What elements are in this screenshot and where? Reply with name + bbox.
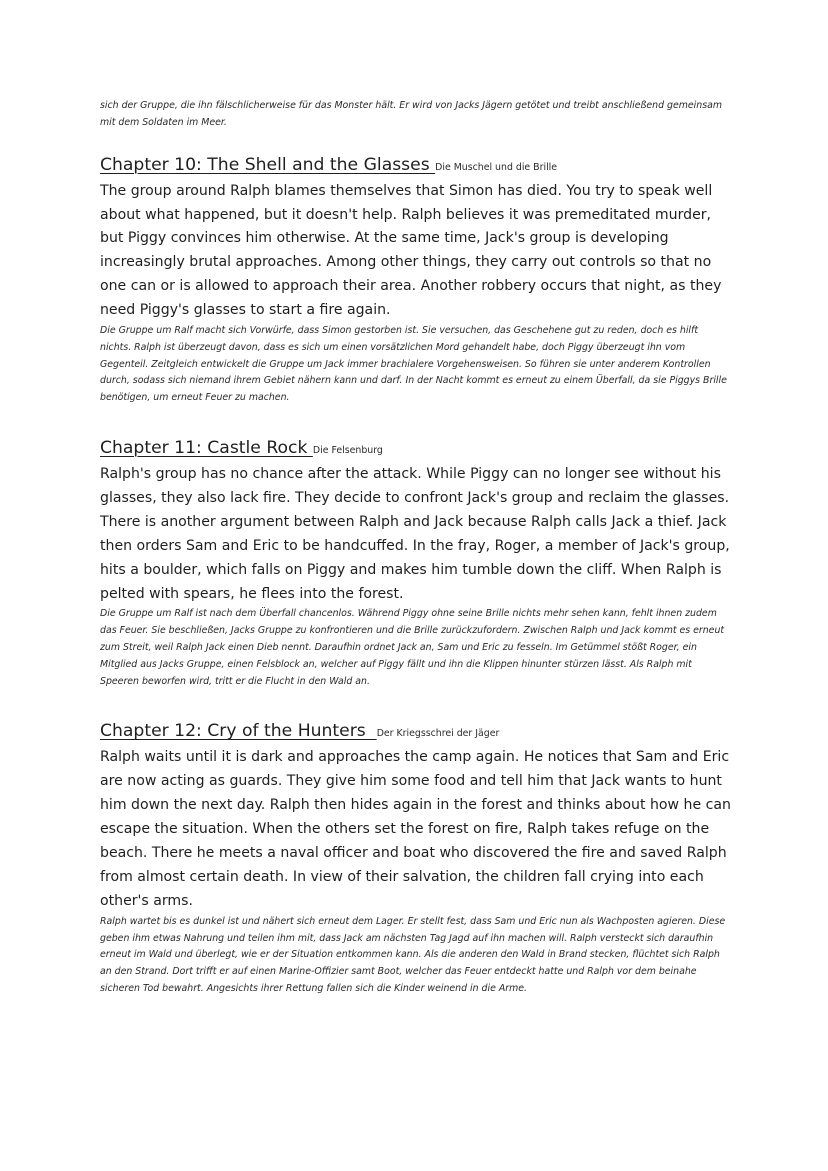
chapter-11-title: Chapter 11: Castle Rock — [100, 438, 313, 459]
chapter-10-german-text: Die Gruppe um Ralf macht sich Vorwürfe, dass Simon gestorben ist. Sie versuchen, das Geschehene gut zu reden, doch es hilft nichts. Ralph ist überzeugt davon, dass es sich um einen vorsätzlichen Mord gehandelt habe, doch Piggy überzeugt ihn vom Gegenteil. Zeitgleich entwickelt die Gruppe um Jack immer brachialere Vorgehensweisen. So führen sie unter anderem Kontrollen durch, sodass sich niemand ihrem Gebiet nähern kann und darf. In der Nacht kommt es erneut zu einem Überfall, da sie Piggys Brille benötigen, um erneut Feuer zu machen. — [100, 325, 727, 404]
chapter-12-subtitle: Der Kriegsschrei der Jäger — [376, 728, 500, 740]
chapter-10-title: Chapter 10: The Shell and the Glasses — [100, 154, 436, 175]
chapter-12-section — [100, 719, 732, 997]
intro-german-text: sich der Gruppe, die ihn fälschlicherweise für das Monster hält. Er wird von Jacks Jägern getötet und treibt anschließend gemeinsam mit dem Soldaten im Meer. — [100, 100, 722, 128]
document-page — [100, 98, 732, 998]
chapter-11-section — [100, 436, 732, 690]
chapter-10-heading — [100, 153, 732, 180]
chapter-10-section — [100, 153, 732, 407]
chapter-12-german-text: Ralph wartet bis es dunkel ist und nähert sich erneut dem Lager. Er stellt fest, dass Sam und Eric nun als Wachposten agieren. Diese geben ihm etwas Nahrung und teilen ihm mit, dass Jack am nächsten Tag Jagd auf ihn machen will. Ralph versteckt sich daraufhin erneut im Wald und überlegt, wie er der Situation entkommen kann. Als die anderen den Wald in Brand stecken, flüchtet sich Ralph an den Strand. Dort trifft er auf einen Marine-Offizier samt Boot, welcher das Feuer entdeckt hatte und Ralph vor dem beinahe sicheren Tod bewahrt. Angesichts ihrer Rettung fallen sich die Kinder weinend in die Arme. — [100, 915, 726, 994]
chapter-11-english-text: Ralph's group has no chance after the attack. While Piggy can no longer see without his glasses, they also lack fire. They decide to confront Jack's group and reclaim the glasses. There is another argument between Ralph and Jack because Ralph calls Jack a thief. Jack then orders Sam and Eric to be handcuffed. In the fray, Roger, a member of Jack's group, hits a boulder, which falls on Piggy and makes him tumble down the cliff. When Ralph is pelted with spears, he flees into the forest. — [100, 466, 730, 602]
chapter-11-subtitle: Die Felsenburg — [312, 445, 383, 457]
chapter-12-heading — [100, 719, 732, 746]
chapter-11-german-text: Die Gruppe um Ralf ist nach dem Überfall chancenlos. Während Piggy ohne seine Brille nichts mehr sehen kann, fehlt ihnen zudem das Feuer. Sie beschließen, Jacks Gruppe zu konfrontieren und die Brille zurückzufordern. Zwischen Ralph und Jack kommt es erneut zum Streit, weil Ralph Jack einen Dieb nennt. Daraufhin ordnet Jack an, Sam und Eric zu fesseln. Im Getümmel stößt Roger, ein Mitglied aus Jacks Gruppe, einen Felsblock an, welcher auf Piggy fällt und ihn die Klippen hinunter stürzen lässt. Als Ralph mit Speeren beworfen wird, tritt er die Flucht in den Wald an. — [100, 608, 725, 687]
chapter-12-english-text: Ralph waits until it is dark and approaches the camp again. He notices that Sam and Eric are now acting as guards. They give him some food and tell him that Jack wants to hunt him down the next day. Ralph then hides again in the forest and thinks about how he can escape the situation. When the others set the forest on fire, Ralph takes refuge on the beach. There he meets a naval officer and boat who discovered the fire and saved Ralph from almost certain death. In view of their salvation, the children fall crying into each other's arms. — [100, 749, 731, 909]
chapter-12-title: Chapter 12: Cry of the Hunters — [100, 721, 377, 742]
chapter-10-english-text: The group around Ralph blames themselves that Simon has died. You try to speak well about what happened, but it doesn't help. Ralph believes it was premeditated murder, but Piggy convinces him otherwise. At the same time, Jack's group is developing increasingly brutal approaches. Among other things, they carry out controls so that no one can or is allowed to approach their area. Another robbery occurs that night, as they need Piggy's glasses to start a fire again. — [100, 182, 722, 319]
chapter-10-subtitle: Die Muschel und die Brille — [435, 161, 558, 173]
chapter-11-heading — [100, 436, 732, 463]
